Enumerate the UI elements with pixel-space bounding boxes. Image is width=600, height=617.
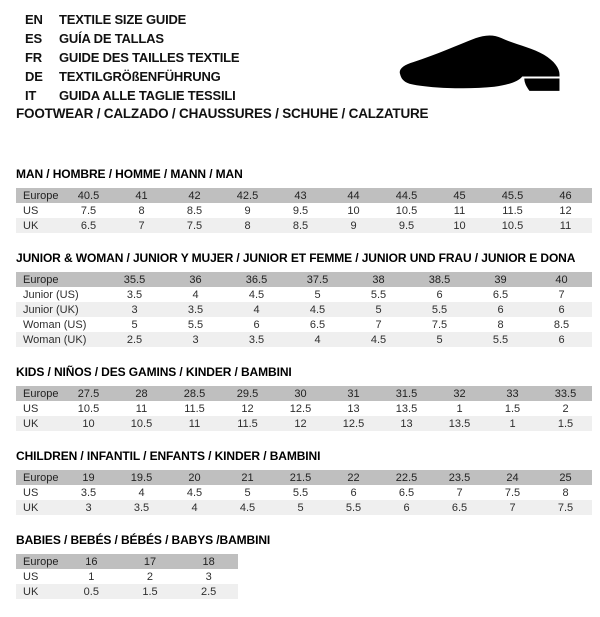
table-row (16, 287, 592, 302)
size-cell: 11 (539, 218, 592, 233)
size-cell: 7 (486, 500, 539, 515)
size-cell: 2 (146, 570, 154, 583)
row-label: Europe (16, 386, 62, 401)
size-table-junior-woman (16, 272, 592, 347)
row-label: US (23, 204, 39, 217)
size-table-babies (16, 554, 238, 599)
size-cell: 43 (274, 188, 327, 203)
size-cell: 2.5 (179, 584, 238, 599)
size-cell: 17 (121, 554, 180, 569)
size-cell: 16 (62, 554, 121, 569)
size-cell: 38 (348, 272, 409, 287)
row-label: Woman (UK) (16, 332, 104, 347)
language-label: GUÍA DE TALLAS (59, 31, 164, 46)
section-title: KIDS / NIÑOS / DES GAMINS / KINDER / BAMBINI (16, 365, 292, 379)
size-cell: 19 (62, 470, 115, 485)
size-cell: 5 (409, 332, 470, 347)
section-title: MAN / HOMBRE / HOMME / MANN / MAN (16, 167, 243, 181)
size-cell: 4.5 (248, 288, 265, 301)
row-label: Woman (US) (23, 318, 87, 331)
size-cell: 18 (179, 554, 238, 569)
size-cell: 11 (135, 402, 148, 415)
size-cell: 5 (131, 318, 138, 331)
size-cell: 7.5 (168, 218, 221, 233)
size-cell: 5.5 (292, 486, 309, 499)
language-title-block (25, 10, 239, 105)
size-cell: 7.5 (504, 486, 521, 499)
size-cell: 22 (327, 470, 380, 485)
section-title: JUNIOR & WOMAN / JUNIOR Y MUJER / JUNIOR ET FEMME / JUNIOR UND FRAU / JUNIOR E DONA (16, 251, 576, 265)
size-cell: 9.5 (292, 204, 309, 217)
size-cell: 30 (274, 386, 327, 401)
size-cell: 41 (115, 188, 168, 203)
size-cell: 6 (470, 302, 531, 317)
size-cell: 32 (433, 386, 486, 401)
size-cell: 4 (192, 288, 199, 301)
size-cell: 4.5 (287, 302, 348, 317)
section-title: CHILDREN / INFANTIL / ENFANTS / KINDER / BAMBINI (16, 449, 321, 463)
table-row (16, 272, 592, 287)
size-cell: 12 (241, 402, 254, 415)
size-cell: 12.5 (289, 402, 312, 415)
size-table-children (16, 470, 592, 515)
size-cell: 44.5 (380, 188, 433, 203)
size-cell: 7 (115, 218, 168, 233)
size-cell: 8 (497, 318, 504, 331)
size-cell: 13.5 (433, 416, 486, 431)
size-cell: 28 (115, 386, 168, 401)
size-cell: 3.5 (126, 288, 143, 301)
size-cell: 28.5 (168, 386, 221, 401)
size-cell: 4 (138, 486, 145, 499)
size-cell: 8.5 (186, 204, 203, 217)
size-cell: 8.5 (274, 218, 327, 233)
size-cell: 6 (531, 332, 592, 347)
size-cell: 7 (375, 318, 382, 331)
size-cell: 5 (274, 500, 327, 515)
size-cell: 1.5 (121, 584, 180, 599)
section-title: BABIES / BEBÉS / BÉBÉS / BABYS /BAMBINI (16, 533, 271, 547)
size-cell: 1 (456, 402, 463, 415)
language-row-de (25, 67, 239, 86)
table-row (16, 470, 592, 485)
size-cell: 1.5 (504, 402, 521, 415)
size-cell: 44 (327, 188, 380, 203)
row-label: Europe (16, 470, 62, 485)
size-cell: 8 (562, 486, 569, 499)
size-cell: 6.5 (433, 500, 486, 515)
row-label: Junior (US) (23, 288, 79, 301)
size-cell: 6.5 (492, 288, 509, 301)
language-label: GUIDA ALLE TAGLIE TESSILI (59, 88, 236, 103)
row-label: UK (16, 500, 62, 515)
size-cell: 37.5 (287, 272, 348, 287)
table-row (16, 554, 238, 569)
size-cell: 33 (486, 386, 539, 401)
size-cell: 39 (470, 272, 531, 287)
size-cell: 5 (348, 302, 409, 317)
size-cell: 10.5 (77, 402, 100, 415)
size-cell: 36.5 (226, 272, 287, 287)
table-row (16, 485, 592, 500)
dress-shoe-icon (397, 33, 573, 93)
size-cell: 29.5 (221, 386, 274, 401)
size-cell: 4 (226, 302, 287, 317)
language-label: GUIDE DES TAILLES TEXTILE (59, 50, 240, 65)
category-heading: FOOTWEAR / CALZADO / CHAUSSURES / SCHUHE / CALZATURE (16, 106, 429, 121)
size-cell: 5.5 (409, 302, 470, 317)
size-cell: 5.5 (327, 500, 380, 515)
size-cell: 11 (453, 204, 466, 217)
size-cell: 12 (274, 416, 327, 431)
size-cell: 6 (350, 486, 357, 499)
size-cell: 2.5 (104, 332, 165, 347)
size-cell: 1 (486, 416, 539, 431)
size-cell: 8 (138, 204, 145, 217)
size-cell: 35.5 (104, 272, 165, 287)
size-cell: 7 (558, 288, 565, 301)
size-cell: 25 (539, 470, 592, 485)
size-cell: 45.5 (486, 188, 539, 203)
size-cell: 40 (531, 272, 592, 287)
size-cell: 23.5 (433, 470, 486, 485)
size-cell: 10.5 (115, 416, 168, 431)
size-cell: 3.5 (165, 302, 226, 317)
size-cell: 6 (253, 318, 260, 331)
size-cell: 3.5 (80, 486, 97, 499)
size-cell: 8.5 (553, 318, 570, 331)
size-section-babies (16, 533, 592, 599)
size-table-kids (16, 386, 592, 431)
language-code: EN (25, 12, 43, 27)
size-cell: 36 (165, 272, 226, 287)
size-section-man (16, 167, 592, 233)
size-cell: 6.5 (62, 218, 115, 233)
table-row (16, 500, 592, 515)
language-code: IT (25, 88, 37, 103)
size-cell: 5.5 (370, 288, 387, 301)
size-cell: 31.5 (380, 386, 433, 401)
size-cell: 13.5 (395, 402, 418, 415)
size-cell: 4.5 (186, 486, 203, 499)
size-cell: 4 (287, 332, 348, 347)
size-cell: 45 (433, 188, 486, 203)
language-row-en (25, 10, 239, 29)
language-code: DE (25, 69, 43, 84)
row-label: US (23, 402, 39, 415)
size-cell: 6.5 (398, 486, 415, 499)
size-cell: 2 (562, 402, 569, 415)
size-cell: 3.5 (226, 332, 287, 347)
table-row (16, 203, 592, 218)
size-table-man (16, 188, 592, 233)
size-cell: 0.5 (62, 584, 121, 599)
size-cell: 4.5 (221, 500, 274, 515)
size-section-children (16, 449, 592, 515)
size-cell: 9 (244, 204, 251, 217)
size-cell: 5.5 (187, 318, 204, 331)
size-cell: 24 (486, 470, 539, 485)
size-cell: 31 (327, 386, 380, 401)
size-cell: 42.5 (221, 188, 274, 203)
size-cell: 6 (436, 288, 443, 301)
size-cell: 12 (559, 204, 572, 217)
size-cell: 1.5 (539, 416, 592, 431)
language-label: TEXTILE SIZE GUIDE (59, 12, 187, 27)
size-cell: 27.5 (62, 386, 115, 401)
table-row (16, 416, 592, 431)
size-section-junior-woman (16, 251, 592, 347)
size-cell: 10.5 (486, 218, 539, 233)
size-cell: 7.5 (80, 204, 97, 217)
size-cell: 10 (62, 416, 115, 431)
size-cell: 5 (314, 288, 321, 301)
size-cell: 11.5 (502, 204, 523, 217)
size-cell: 3 (165, 332, 226, 347)
size-cell: 33.5 (539, 386, 592, 401)
size-cell: 10.5 (395, 204, 418, 217)
language-row-es (25, 29, 239, 48)
size-cell: 4.5 (348, 332, 409, 347)
size-cell: 8 (221, 218, 274, 233)
size-cell: 5.5 (470, 332, 531, 347)
size-cell: 38.5 (409, 272, 470, 287)
row-label: US (23, 486, 39, 499)
size-cell: 9.5 (380, 218, 433, 233)
table-row (16, 317, 592, 332)
row-label: Junior (UK) (16, 302, 104, 317)
size-cell: 7.5 (539, 500, 592, 515)
size-cell: 11.5 (184, 402, 205, 415)
size-cell: 21 (221, 470, 274, 485)
size-cell: 42 (168, 188, 221, 203)
size-cell: 7.5 (431, 318, 448, 331)
size-tables (16, 167, 592, 617)
size-cell: 3 (205, 570, 212, 583)
size-cell: 9 (327, 218, 380, 233)
size-cell: 5 (244, 486, 251, 499)
size-cell: 4 (168, 500, 221, 515)
row-label: UK (16, 584, 62, 599)
size-section-kids (16, 365, 592, 431)
language-label: TEXTILGRÖßENFÜHRUNG (59, 69, 221, 84)
size-cell: 21.5 (274, 470, 327, 485)
table-row (16, 302, 592, 317)
table-row (16, 188, 592, 203)
size-cell: 6 (531, 302, 592, 317)
size-cell: 3.5 (115, 500, 168, 515)
language-row-fr (25, 48, 239, 67)
language-code: FR (25, 50, 42, 65)
size-cell: 1 (88, 570, 95, 583)
table-row (16, 386, 592, 401)
size-cell: 11.5 (221, 416, 274, 431)
row-label: UK (16, 416, 62, 431)
language-row-it (25, 86, 239, 105)
row-label: Europe (16, 188, 62, 203)
size-cell: 40.5 (62, 188, 115, 203)
table-row (16, 218, 592, 233)
size-cell: 11 (168, 416, 221, 431)
size-cell: 46 (539, 188, 592, 203)
size-cell: 6 (380, 500, 433, 515)
language-code: ES (25, 31, 42, 46)
table-row (16, 401, 592, 416)
table-row (16, 584, 238, 599)
size-cell: 10 (433, 218, 486, 233)
size-cell: 12.5 (327, 416, 380, 431)
size-cell: 19.5 (115, 470, 168, 485)
table-row (16, 332, 592, 347)
size-cell: 13 (347, 402, 360, 415)
row-label: UK (16, 218, 62, 233)
table-row (16, 569, 238, 584)
size-cell: 10 (347, 204, 360, 217)
size-cell: 3 (62, 500, 115, 515)
size-cell: 22.5 (380, 470, 433, 485)
size-cell: 7 (456, 486, 463, 499)
size-cell: 3 (104, 302, 165, 317)
size-cell: 6.5 (309, 318, 326, 331)
size-cell: 13 (380, 416, 433, 431)
row-label: Europe (16, 554, 62, 569)
row-label: Europe (16, 272, 104, 287)
row-label: US (23, 570, 39, 583)
size-cell: 20 (168, 470, 221, 485)
